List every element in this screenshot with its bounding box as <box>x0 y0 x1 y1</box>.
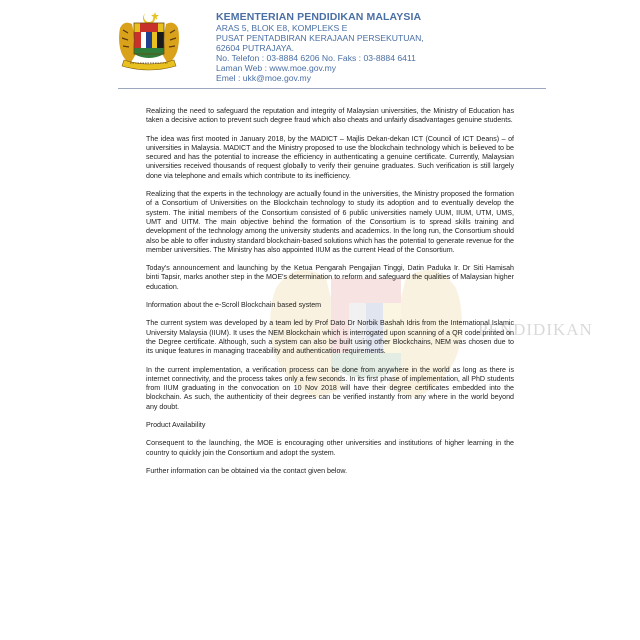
website-line: Laman Web : www.moe.gov.my <box>216 63 337 73</box>
section-heading-escroll: Information about the e-Scroll Blockchain based system <box>146 301 322 310</box>
watermark-text: PENDIDIKAN <box>478 320 593 339</box>
paragraph-1: Realizing the need to safeguard the reputation and integrity of Malaysian universities, the Ministry of Education has taken a decisive action to prevent such degree fraud which also cheats and unfairly disadvantages genuine students. <box>146 107 514 125</box>
malaysia-coat-of-arms-icon <box>116 10 182 72</box>
address-line-1: ARAS 5, BLOK E8, KOMPLEKS E <box>216 23 348 33</box>
address-line-3: 62604 PUTRAJAYA. <box>216 43 295 53</box>
letterhead-divider <box>118 88 546 89</box>
paragraph-2: The idea was first mooted in January 2018, by the MADICT – Majlis Dekan-dekan ICT (Council of ICT Deans) – of universities in Malaysia. MADICT and the Ministry proposed to use the blockchain technology which is believed to be secured and has the potential to increase the efficiency in authenticating a genuine certificate. Currently, Malaysian universities received thousands of request globally to verify their genuine graduates. Such verification is still largely done via telephone and emails which contribute to its inefficiency. <box>146 134 514 180</box>
letterhead <box>216 12 596 83</box>
phone-fax-line: No. Telefon : 03-8884 6206 No. Faks : 03-8884 6411 <box>216 53 416 63</box>
paragraph-4: Today's announcement and launching by the Ketua Pengarah Pengajian Tinggi, Datin Paduka Ir. Dr Siti Hamisah binti Tapsir, marks another step in the MOE's determination to reform and safeguard the qualities of Malaysian higher education. <box>146 264 514 291</box>
email-line: Emel : ukk@moe.gov.my <box>216 73 312 83</box>
paragraph-6: In the current implementation, a verification process can be done from anywhere in the world as long as there is internet connectivity, and the process takes only a few seconds. In its first phase of implementation, all PhD students from IIUM graduating in the convocation on 10 Nov 2018 will have their degree certificates embedded into the blockchain. As such, the authenticity of their degrees can be verified instantly from any where in the world beyond any doubt. <box>146 365 514 411</box>
paragraph-8: Further information can be obtained via the contact given below. <box>146 466 348 475</box>
paragraph-3: Realizing that the experts in the technology are actually found in the universities, the Ministry proposed the formation of a Consortium of Universities on the Blockchain technology to study its adoption and to eventually develop the system. The initial members of the Consortium consisted of 6 public universities namely UUM, IIUM, UTM, UMS, UMT and UITM. The main objective behind the formation of the Consortium is to spread skills training and development of the technology among the university students and academics. In the long run, the Consortium should also be able to offer industry standard blockchain-based solutions which has the potential to generate revenue for the member universities. The Ministry has also appointed IIUM as the current Head of the Consortium. <box>146 190 514 254</box>
address-line-2: PUSAT PENTADBIRAN KERAJAAN PERSEKUTUAN, <box>216 33 424 43</box>
section-heading-availability: Product Availability <box>146 421 206 430</box>
document-body <box>146 107 514 485</box>
paragraph-5: The current system was developed by a team led by Prof Dato Dr Norbik Bashah Idris from the International Islamic University Malaysia (IIUM). It uses the NEM Blockchain which is interrogated upon scanning of a QR code printed on the Degree certificate. Although, such a system can also be built using other Blockchains, NEM was chosen due to its unique features in managing traceability and authentication requirements. <box>146 319 514 356</box>
ministry-name: KEMENTERIAN PENDIDIKAN MALAYSIA <box>216 11 422 23</box>
paragraph-7: Consequent to the launching, the MOE is encouraging other universities and institutions of higher learning in the country to quickly join the Consortium and adopt the system. <box>146 439 514 457</box>
